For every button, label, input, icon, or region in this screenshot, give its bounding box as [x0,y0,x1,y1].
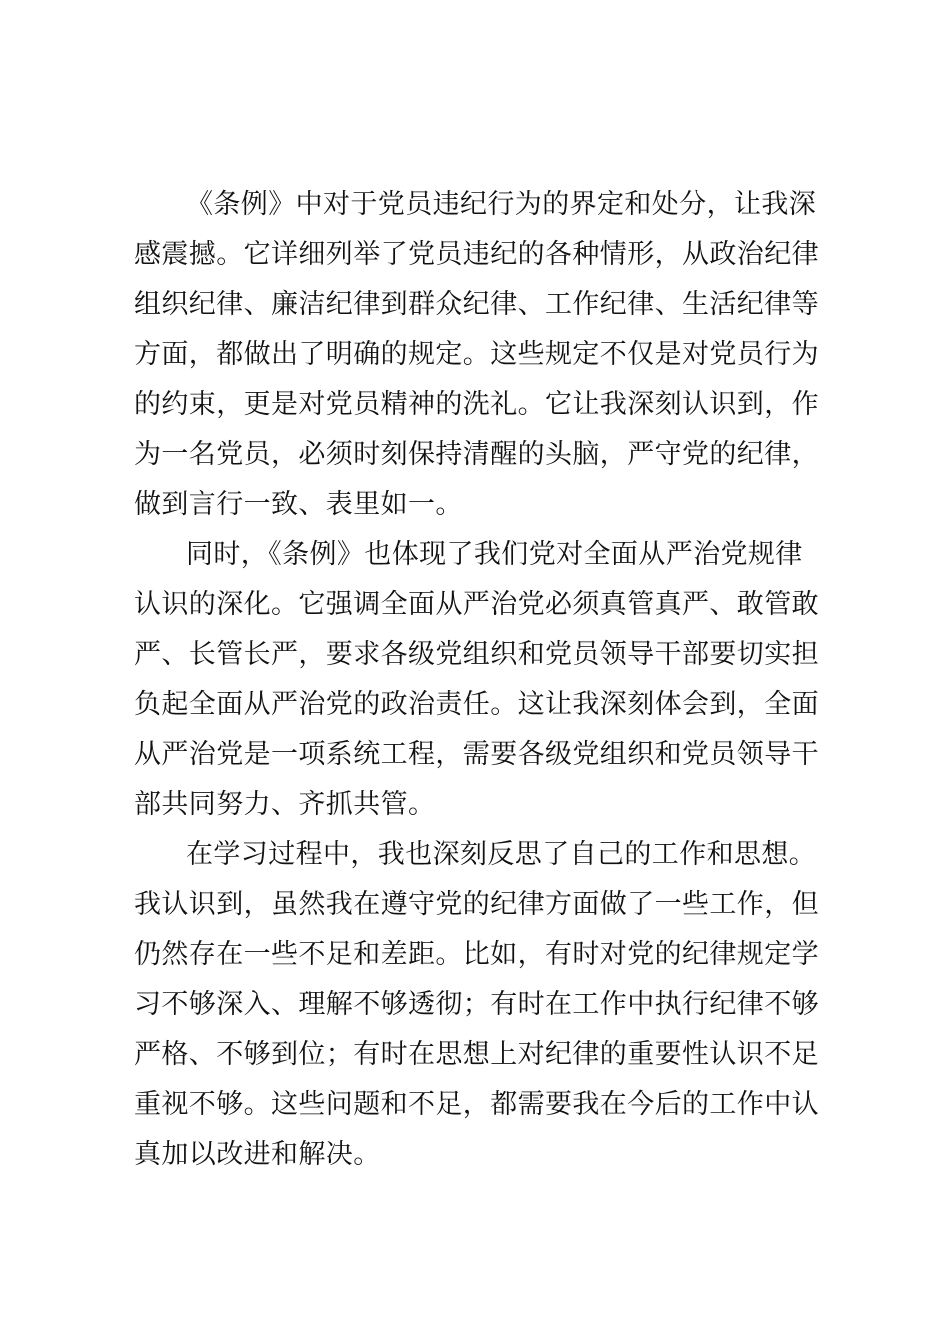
paragraph-line: 重视不够。这些问题和不足，都需要我在今后的工作中认 [134,1089,819,1120]
paragraph-line: 真加以改进和解决。 [134,1139,381,1170]
paragraph-line: 感震撼。它详细列举了党员违纪的各种情形，从政治纪律 [134,239,819,270]
paragraph-line: 严格、不够到位；有时在思想上对纪律的重要性认识不足 [134,1039,819,1070]
paragraph-3 [134,830,834,1180]
paragraph-line: 认识的深化。它强调全面从严治党必须真管真严、敢管敢 [134,589,819,620]
paragraph-line: 组织纪律、廉洁纪律到群众纪律、工作纪律、生活纪律等 [134,289,819,320]
paragraph-line: 仍然存在一些不足和差距。比如，有时对党的纪律规定学 [134,939,819,970]
paragraph-line: 做到言行一致、表里如一。 [134,489,463,520]
paragraph-line: 习不够深入、理解不够透彻；有时在工作中执行纪律不够 [134,989,819,1020]
paragraph-line: 为一名党员，必须时刻保持清醒的头脑，严守党的纪律， [134,439,819,470]
paragraph-1 [134,180,834,530]
paragraph-line: 我认识到，虽然我在遵守党的纪律方面做了一些工作，但 [134,889,819,920]
paragraph-2 [134,530,834,830]
paragraph-line: 部共同努力、齐抓共管。 [134,789,436,820]
paragraph-line: 负起全面从严治党的政治责任。这让我深刻体会到，全面 [134,689,819,720]
paragraph-line: 在学习过程中，我也深刻反思了自己的工作和思想。 [186,839,817,870]
paragraph-line: 严、长管长严，要求各级党组织和党员领导干部要切实担 [134,639,819,670]
paragraph-line: 的约束，更是对党员精神的洗礼。它让我深刻认识到，作 [134,389,819,420]
paragraph-line: 从严治党是一项系统工程，需要各级党组织和党员领导干 [134,739,819,770]
document-body [134,180,834,1180]
paragraph-line: 方面，都做出了明确的规定。这些规定不仅是对党员行为 [134,339,819,370]
paragraph-line: 同时，《条例》也体现了我们党对全面从严治党规律 [186,539,803,570]
paragraph-line: 《条例》中对于党员违纪行为的界定和处分，让我深 [186,189,817,220]
